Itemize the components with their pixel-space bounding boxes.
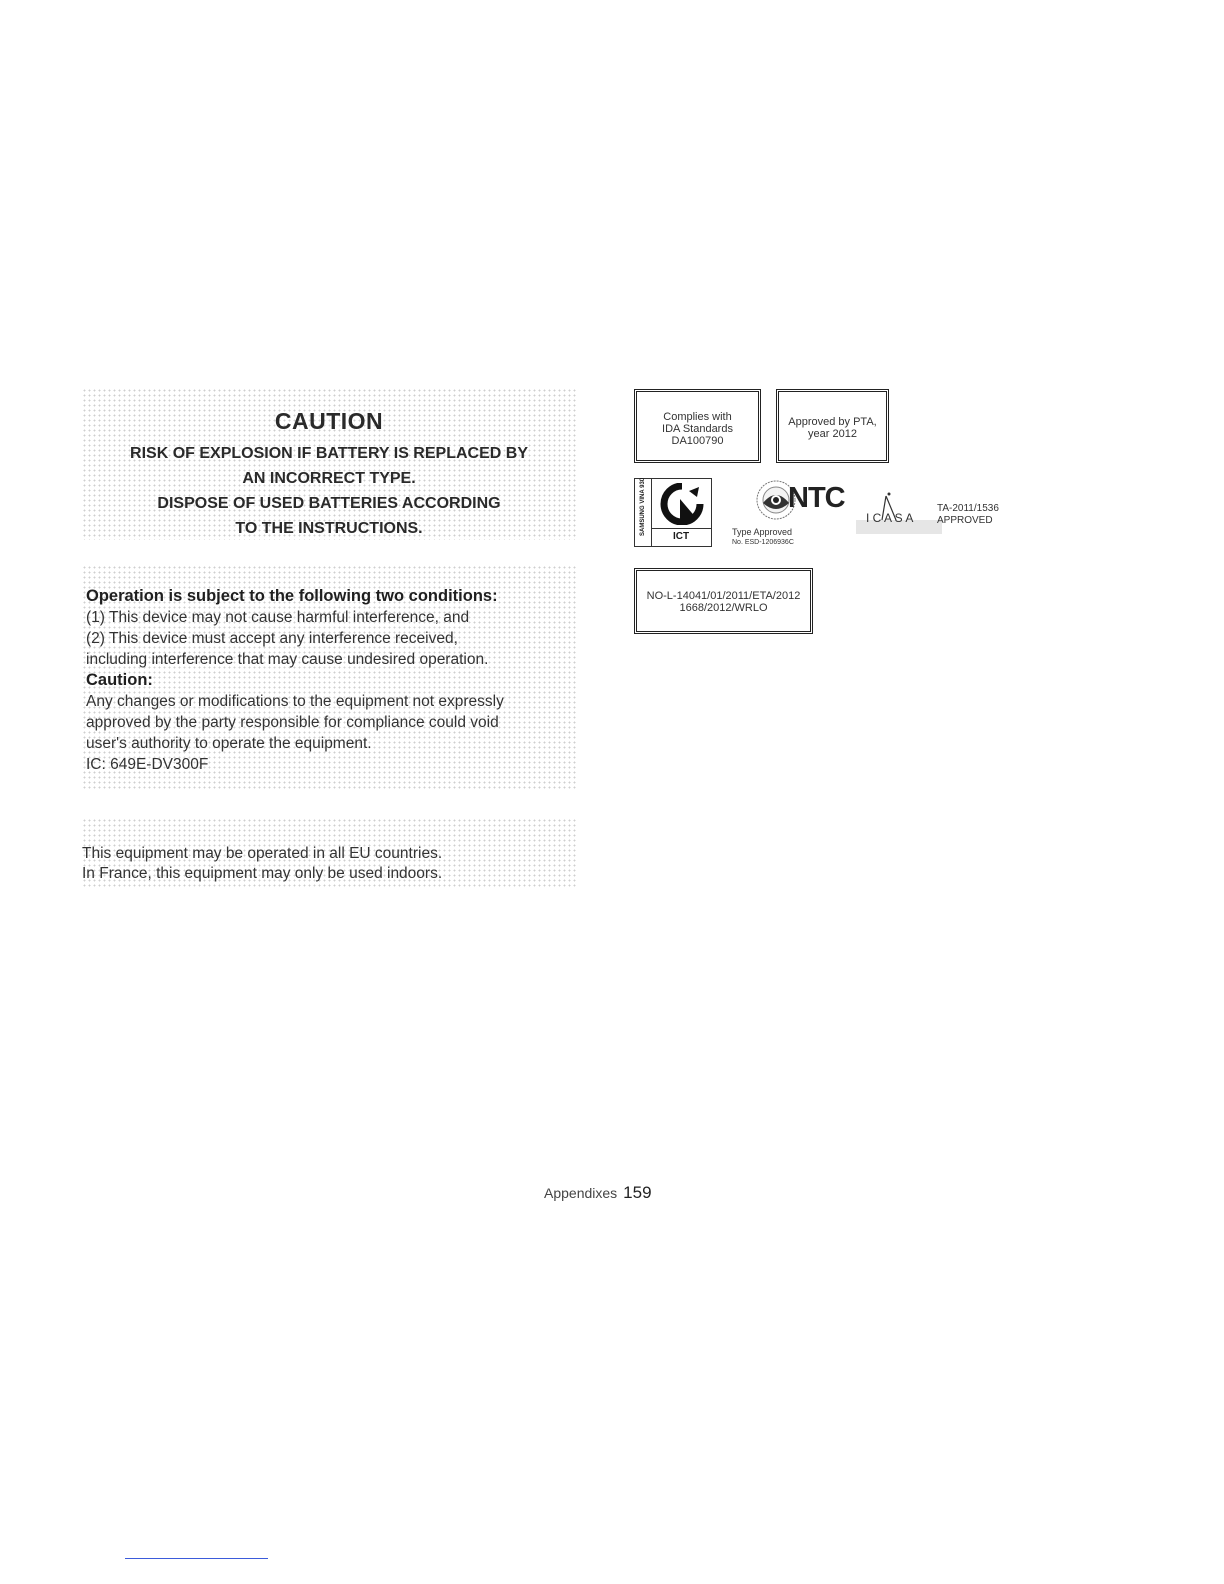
eu-notice-line: This equipment may be operated in all EU countries. <box>82 845 443 862</box>
icasa-mark-text: I C A S A <box>866 511 914 525</box>
caution-text-line: Any changes or modifications to the equipment not expressly <box>86 693 504 710</box>
page-footer <box>544 1183 652 1203</box>
caution-subheading: Caution: <box>86 671 153 689</box>
ntc-logo <box>728 476 848 554</box>
caution-text-line: user's authority to operate the equipment. <box>86 735 372 752</box>
pta-certification-box <box>776 389 889 463</box>
norway-line: 1668/2012/WRLO <box>679 602 768 614</box>
icasa-status: APPROVED <box>937 515 993 526</box>
ic-number: IC: 649E-DV300F <box>86 756 209 773</box>
icasa-logo <box>846 484 1016 542</box>
ida-certification-box <box>634 389 761 463</box>
ida-line: DA100790 <box>671 435 724 447</box>
ntc-name: NTC <box>788 482 845 514</box>
condition-item: including interference that may cause undesired operation. <box>86 651 489 668</box>
footer-section: Appendixes <box>544 1185 618 1201</box>
icasa-reference: TA-2011/1536 <box>937 503 999 514</box>
caution-text-line: approved by the party responsible for compliance could void <box>86 714 499 731</box>
footer-rule <box>125 1558 268 1559</box>
ida-line: IDA Standards <box>662 423 733 435</box>
condition-item: (1) This device may not cause harmful interference, and <box>86 609 470 626</box>
eu-notice-line: In France, this equipment may only be used indoors. <box>82 865 443 882</box>
condition-item: (2) This device must accept any interference received, <box>86 630 458 647</box>
page-number: 159 <box>623 1183 652 1202</box>
ntc-number: No. ESD-1206936C <box>732 539 794 546</box>
ntc-type-approved: Type Approved <box>732 527 793 537</box>
ict-side-strip <box>635 479 652 546</box>
ict-label: ICT <box>651 528 711 544</box>
ida-line: Complies with <box>663 411 732 423</box>
pta-line: year 2012 <box>808 428 857 440</box>
caution-line: AN INCORRECT TYPE. <box>242 470 416 487</box>
fcc-conditions-panel <box>82 565 576 791</box>
caution-title: CAUTION <box>274 408 384 434</box>
conditions-heading: Operation is subject to the following two conditions: <box>86 587 498 605</box>
icasa-mark-icon <box>856 490 948 538</box>
ict-q-mark-icon <box>659 483 705 525</box>
caution-line: TO THE INSTRUCTIONS. <box>235 520 423 537</box>
eu-notice-panel <box>82 818 576 888</box>
battery-caution-panel <box>82 388 576 540</box>
caution-warning-text <box>82 441 576 541</box>
norway-line: NO-L-14041/01/2011/ETA/2012 <box>646 590 801 602</box>
ict-logo <box>634 478 712 547</box>
caution-line: DISPOSE OF USED BATTERIES ACCORDING <box>157 495 501 512</box>
pta-line: Approved by PTA, <box>788 416 877 428</box>
ict-side-text: SAMSUNG VINA 930 <box>640 477 646 536</box>
caution-line: RISK OF EXPLOSION IF BATTERY IS REPLACED BY <box>130 445 528 462</box>
norway-certification-box <box>634 568 813 634</box>
